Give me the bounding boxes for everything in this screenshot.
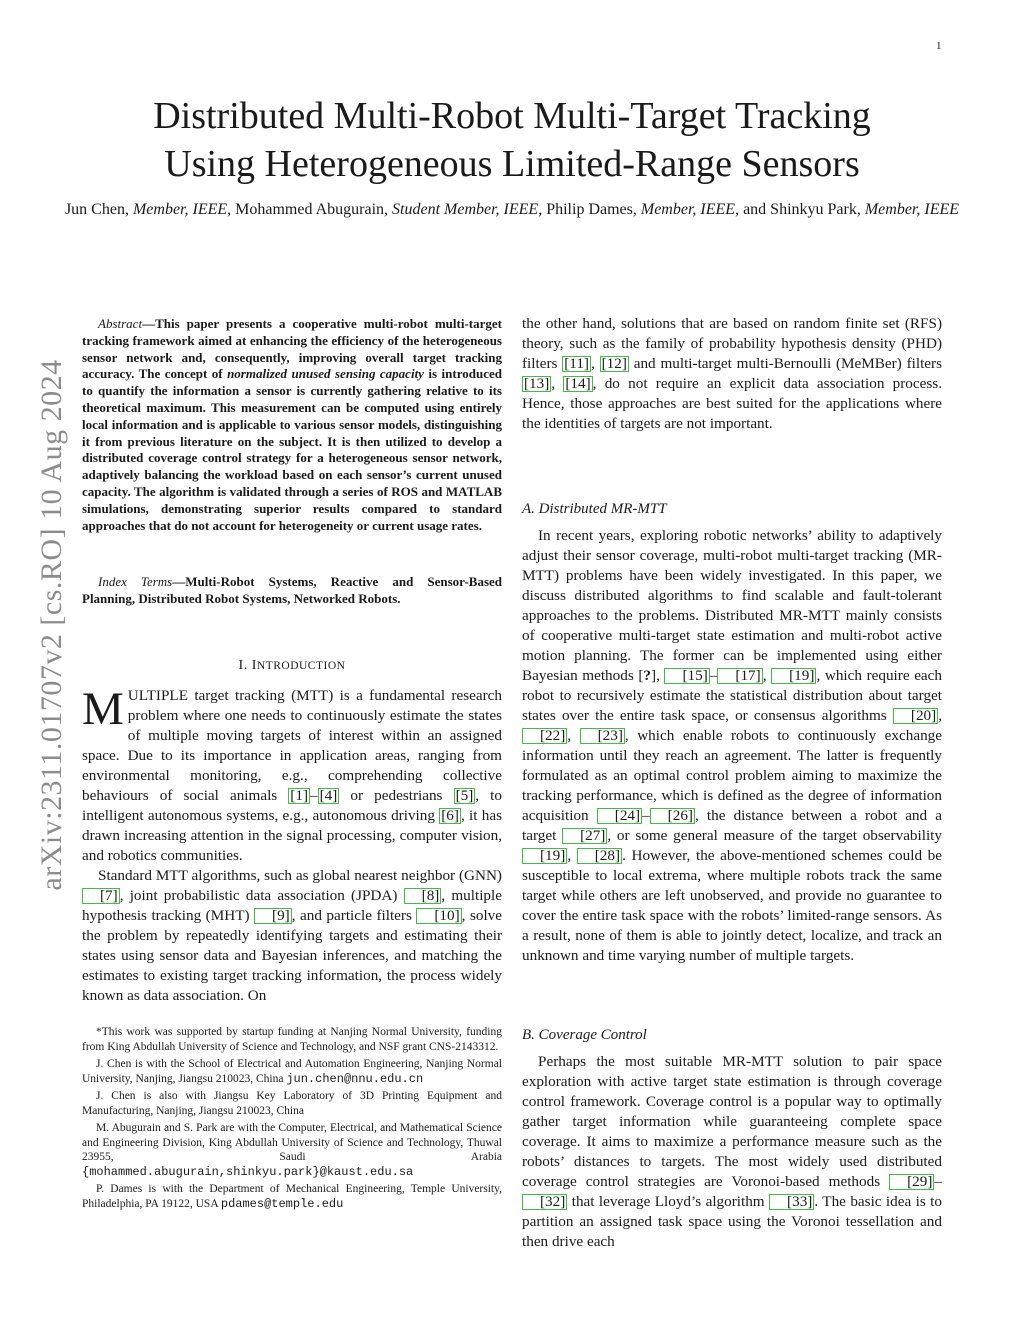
author-name: , and Shinkyu Park, (735, 201, 865, 218)
citation-link[interactable]: [15] (664, 668, 709, 684)
abstract-text: —This paper presents a cooperative multi-robot multi-target tracking framework aimed at enhancing the efficiency of the heterogeneous sensor network and, consequently, improving overall target tracking accuracy. The concept of (82, 316, 502, 382)
text-run: – (642, 807, 650, 824)
citation-link[interactable]: [27] (562, 828, 607, 844)
author-list (60, 199, 964, 220)
text-run: the other hand, solutions that are based on random finite set (RFS) theory, such as the family of probability hypothesis density (PHD) filters (522, 315, 942, 372)
footnote: J. Chen is also with Jiangsu Key Laboratory of 3D Printing Equipment and Manufacturing, Nanjing, Jiangsu 210023, China (82, 1090, 502, 1117)
citation-link[interactable]: [17] (717, 668, 762, 684)
index-terms (82, 574, 502, 608)
text-run: – (934, 1173, 942, 1190)
paragraph (522, 1052, 942, 1252)
citation-link[interactable]: [6] (441, 807, 459, 824)
citation-link[interactable]: [5] (455, 787, 474, 804)
page-number: 1 (936, 40, 942, 52)
citation-link[interactable]: [19] (522, 848, 567, 864)
text-run: . However, the above-mentioned schemes could be susceptible to local extrema, where multiple robots track the same target while others are left unobserved, and provide no guarantee to cover the entire task space with the robots’ limited-range sensors. As a result, none of them is able to jointly detect, localize, and track an unknown and time varying number of multiple targets. (522, 847, 942, 964)
citation-link[interactable]: [26] (650, 808, 695, 824)
text-run: In recent years, exploring robotic networks’ ability to adaptively adjust their sensor coverage, multi-robot multi-target tracking (MR-MTT) problems have been widely investigated. In this paper, we discuss distributed algorithms to find scalable and fault-tolerant approaches to the problems. Distributed MR-MTT mainly consists of cooperative multi-target state estimation and multi-robot active motion planning. The former can be implemented using either Bayesian methods [ (522, 527, 942, 684)
text-run: , and particle filters (291, 907, 417, 924)
text-run: , do not require an explicit data association process. Hence, those approaches are best suited for the applications where the identities of targets are not important. (522, 375, 943, 432)
subsection-a-text (522, 526, 942, 966)
footnote (82, 1182, 502, 1211)
citation-link[interactable]: [32] (522, 1194, 567, 1210)
author-name: Jun Chen, (64, 201, 133, 218)
text-run: , (567, 727, 580, 744)
email-link[interactable]: pdames@temple.edu (220, 1196, 344, 1211)
text-run: or pedestrians (339, 787, 454, 804)
citation-link[interactable]: [10] (416, 908, 461, 924)
text-run: , (762, 667, 772, 684)
abstract-term: normalized unused sensing capacity (227, 366, 424, 382)
abstract-text: is introduced to quantify the information a sensor is currently gathering relative to its theoretical maximum. This measurement can be computed using entirely local information and is applicable to various sensor models, distinguishing it from previous literature on the subject. It is then utilized to develop a distributed coverage control strategy for a heterogeneous sensor network, adaptively balancing the workload based on each sensor’s current unused capacity. The algorithm is validated through a series of ROS and MATLAB simulations, demonstrating superior results compared to standard approaches that do not account for heterogeneity or current usage rates. (82, 366, 502, 533)
author-name: , Mohammed Abugurain, (227, 201, 393, 218)
title-line-1: Distributed Multi-Robot Multi-Target Tracking (153, 95, 871, 137)
text-run: , it has drawn increasing attention in the signal processing, computer vision, and robotics communities. (82, 807, 502, 864)
text-run: , (567, 847, 577, 864)
citation-link[interactable]: [22] (522, 728, 567, 744)
text-run: Standard MTT algorithms, such as global nearest neighbor (GNN) (98, 867, 502, 884)
citation-link[interactable]: [8] (404, 888, 442, 904)
author-role: Member, IEEE (640, 201, 736, 218)
paragraph (82, 683, 502, 866)
citation-link[interactable]: [4] (319, 787, 338, 804)
text-run: , which enable robots to continuously exchange information until they reach an agreement. The latter is frequently formulated as an optimal control problem aiming to maximize the tracking performance, which is defined as the degree of information acquisition (522, 727, 942, 824)
citation-link[interactable]: [7] (82, 888, 120, 904)
footnote: *This work was supported by startup funding at Nanjing Normal University, funding from King Abdullah University of Science and Technology, and NSF grant CNS-2143312. (82, 1026, 502, 1053)
text-run: ], (651, 667, 665, 684)
subsection-b-text (522, 1052, 942, 1252)
citation-link[interactable]: [33] (769, 1194, 814, 1210)
text-run: , joint probabilistic data association (JPDA) (119, 887, 404, 904)
citation-link[interactable]: [9] (254, 908, 292, 924)
title-line-2: Using Heterogeneous Limited-Range Sensors (164, 143, 860, 185)
arxiv-id: arXiv:2311.01707v2 [cs.RO] 10 Aug 2024 (35, 359, 68, 891)
citation-link[interactable]: [20] (893, 708, 938, 724)
drop-cap: M (82, 683, 124, 735)
text-run: that leverage Lloyd’s algorithm (567, 1193, 770, 1210)
citation-link[interactable]: [19] (771, 668, 816, 684)
text-run: , (938, 707, 942, 724)
citation-link[interactable]: [28] (577, 848, 622, 864)
text-run: , multiple hypothesis tracking (MHT) (82, 887, 502, 924)
subsection-heading-a: A. Distributed MR-MTT (522, 501, 667, 517)
author-role: Member, IEEE (132, 201, 228, 218)
text-run: and multi-target multi-Bernoulli (MeMBer) filters (628, 355, 942, 372)
paragraph (522, 526, 942, 966)
text-run: , the distance between a robot and a target (522, 807, 942, 844)
citation-link[interactable]: [24] (597, 808, 642, 824)
citation-link[interactable]: [1] (290, 787, 309, 804)
text-run: – (709, 667, 718, 684)
text-run: . The basic idea is to partition an assigned task space using the Voronoi tessellation and then drive each (522, 1193, 943, 1250)
citation-link[interactable]: [29] (889, 1174, 934, 1190)
index-terms-label: Index Terms (98, 574, 173, 589)
text-run: ULTIPLE target tracking (MTT) is a fundamental research problem where one needs to continuously estimate the states of multiple moving targets of interest within an assigned space. Due to its importance in application areas, ranging from environmental monitoring, e.g., comprehending collective behaviours of social animals (82, 687, 502, 804)
subsection-heading-b: B. Coverage Control (522, 1027, 647, 1043)
footnote-text: P. Dames is with the Department of Mechanical Engineering, Temple University, Philadelphia, PA 19122, USA (82, 1183, 502, 1210)
author-name: , Philip Dames, (538, 201, 641, 218)
author-role: Student Member, IEEE (392, 201, 539, 218)
index-terms-text: —Multi-Robot Systems, Reactive and Sensor-Based Planning, Distributed Robot Systems, Networked Robots. (82, 574, 502, 606)
email-link[interactable]: jun.chen@nnu.edu.cn (286, 1071, 424, 1086)
text-run: , (551, 375, 564, 392)
citation-link[interactable]: [11] (564, 355, 589, 372)
footnote-text: J. Chen is with the School of Electrical and Automation Engineering, Nanjing Normal University, Nanjing, Jiangsu 210023, China (82, 1058, 502, 1085)
citation-link[interactable]: [13] (524, 375, 550, 392)
text-run: Perhaps the most suitable MR-MTT solution to pair space exploration with active target state estimation is through coverage control framework. Coverage control is a popular way to optimally gather target information while guaranteeing complete space coverage. It aims to maximize a performance measure such as the robots’ distances to targets. The most widely used distributed coverage control strategies are Voronoi-based methods (522, 1053, 942, 1190)
introduction-text (82, 683, 503, 1006)
paper-title (60, 92, 964, 188)
text-run: , or some general measure of the target observability (607, 827, 942, 844)
citation-link[interactable]: [14] (565, 375, 591, 392)
footnotes (82, 1025, 502, 1214)
citation-link[interactable]: [23] (580, 728, 625, 744)
section-number: I. (238, 658, 252, 673)
abstract (82, 316, 502, 534)
author-role: Member, IEEE (864, 201, 960, 218)
footnote-text: M. Abugurain and S. Park are with the Computer, Electrical, and Mathematical Science and Engineering Division, King Abdullah University of Science and Technology, Thuwal 23955, Saudi Arabia (82, 1122, 502, 1163)
footnote (82, 1121, 502, 1179)
text-run: – (310, 787, 318, 804)
right-column-continuation (522, 314, 942, 434)
text-run: , (590, 355, 600, 372)
section-title-initial: I (251, 658, 257, 673)
section-title-rest: NTRODUCTION (256, 660, 346, 672)
text-run: , which require each robot to recursively estimate the statistical distribution about target states over the entire task space, or consensus algorithms (522, 667, 943, 724)
section-heading (82, 658, 502, 674)
email-link[interactable]: {mohammed.abugurain,shinkyu.park}@kaust.edu.sa (82, 1164, 414, 1179)
paragraph (522, 314, 942, 434)
text-run: , to intelligent autonomous systems, e.g., autonomous driving (82, 787, 502, 824)
missing-citation: ? (643, 667, 652, 684)
abstract-label: Abstract (98, 316, 143, 331)
paragraph (82, 866, 502, 1006)
text-run: , solve the problem by repeatedly identifying targets and estimating their states using sensor data and Bayesian inferences, and matching the estimates to existing target tracking information, the process widely known as data association. On (82, 907, 503, 1004)
citation-link[interactable]: [12] (601, 355, 627, 372)
footnote (82, 1057, 502, 1086)
